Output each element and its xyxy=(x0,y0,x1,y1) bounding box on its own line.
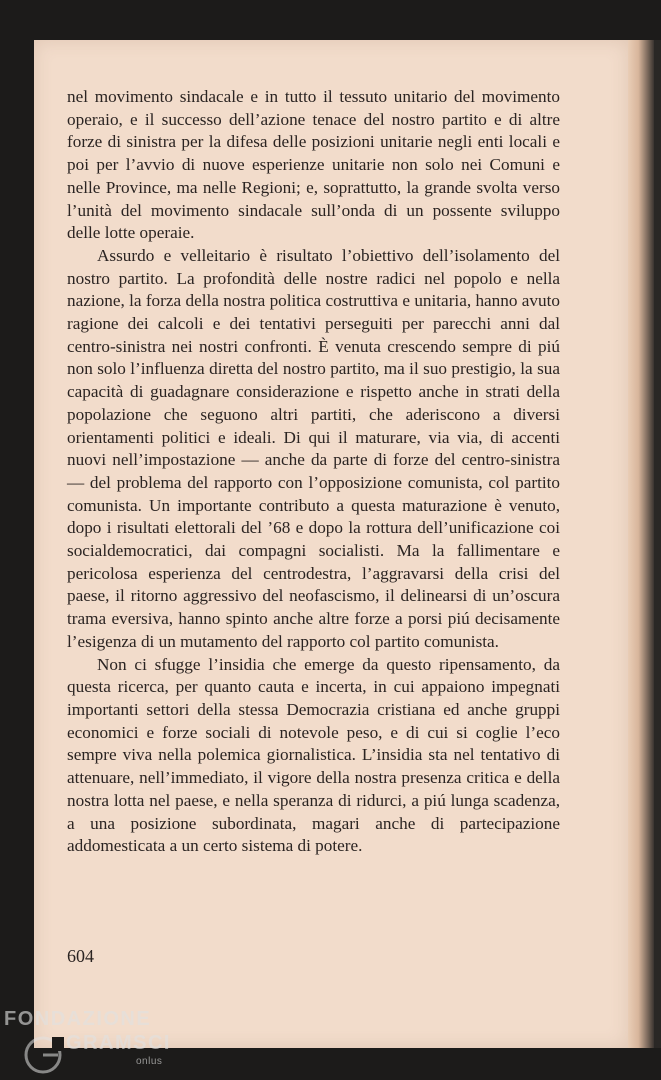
page-number: 604 xyxy=(67,946,94,966)
watermark-line-3: onlus xyxy=(136,1056,163,1067)
watermark xyxy=(4,1006,204,1080)
cover-edge xyxy=(654,40,661,1048)
page-edge xyxy=(628,40,654,1048)
paragraph-2: Assurdo e velleitario è risultato l’obiettivo dell’isolamento del nostro partito. La profondità delle nostre radici nel popolo e nella nazione, la forza della nostra politica costruttiva e unitaria, hanno avuto ragione dei calcoli e dei tentativi perseguiti per parecchi anni dal centro-sinistra nei nostri confronti. È venuta crescendo sempre di piú non solo l’influenza diretta del nostro partito, ma il suo prestigio, la sua capacità di guadagnare considerazione e rispetto anche in strati della popolazione che seguono altri partiti, che aderiscono a diversi orientamenti politici e ideali. Di qui il maturare, via via, di accenti nuovi nell’impostazione — anche da parte di forze del centro-sinistra — del problema del rapporto con l’opposizione comunista, col partito comunista. Un importante contributo a questa maturazione è venuto, dopo i risultati elettorali del ’68 e dopo la rottura dell’unificazione coi socialdemocratici, dai compagni socialisti. Ma la fallimentare e pericolosa esperienza del centrodestra, l’aggravarsi della crisi del paese, il ritorno aggressivo del neofascismo, il delinearsi di un’oscura trama eversiva, hanno spinto anche altre forze a porsi piú decisamente l’esigenza di un mutamento del rapporto col partito comunista. xyxy=(67,245,560,651)
watermark-line-1: FONDAZIONE xyxy=(4,1008,152,1030)
body-text xyxy=(67,86,560,858)
watermark-line-2: GRAMSCI xyxy=(66,1032,171,1054)
paragraph-3: Non ci sfugge l’insidia che emerge da questo ripensamento, da questa ricerca, per quanto cauta e incerta, in cui appaiono impegnati importanti settori della stessa Democrazia cristiana ed anche gruppi economici e forze sociali di notevole peso, e di cui si coglie l’eco sempre viva nella polemica giornalistica. L’insidia sta nel tentativo di attenuare, nell’immediato, il vigore della nostra presenza critica e della nostra lotta nel paese, e nella speranza di ridurci, a piú lunga scadenza, a una posizione subordinata, magari anche di partecipazione addomesticata a un certo sistema di potere. xyxy=(67,654,560,856)
paragraph-1: nel movimento sindacale e in tutto il tessuto unitario del movimento operaio, e il successo dell’azione tenace del nostro partito e di altre forze di sinistra per la difesa delle posizioni unitarie negli enti locali e poi per l’avvio di nuove esperienze unitarie non solo nei Comuni e nelle Province, ma nelle Regioni; e, soprattutto, la grande svolta verso l’unità del movimento sindacale sull’onda di un possente sviluppo delle lotte operaie. xyxy=(67,87,560,243)
gramsci-logo-icon xyxy=(22,1034,64,1076)
